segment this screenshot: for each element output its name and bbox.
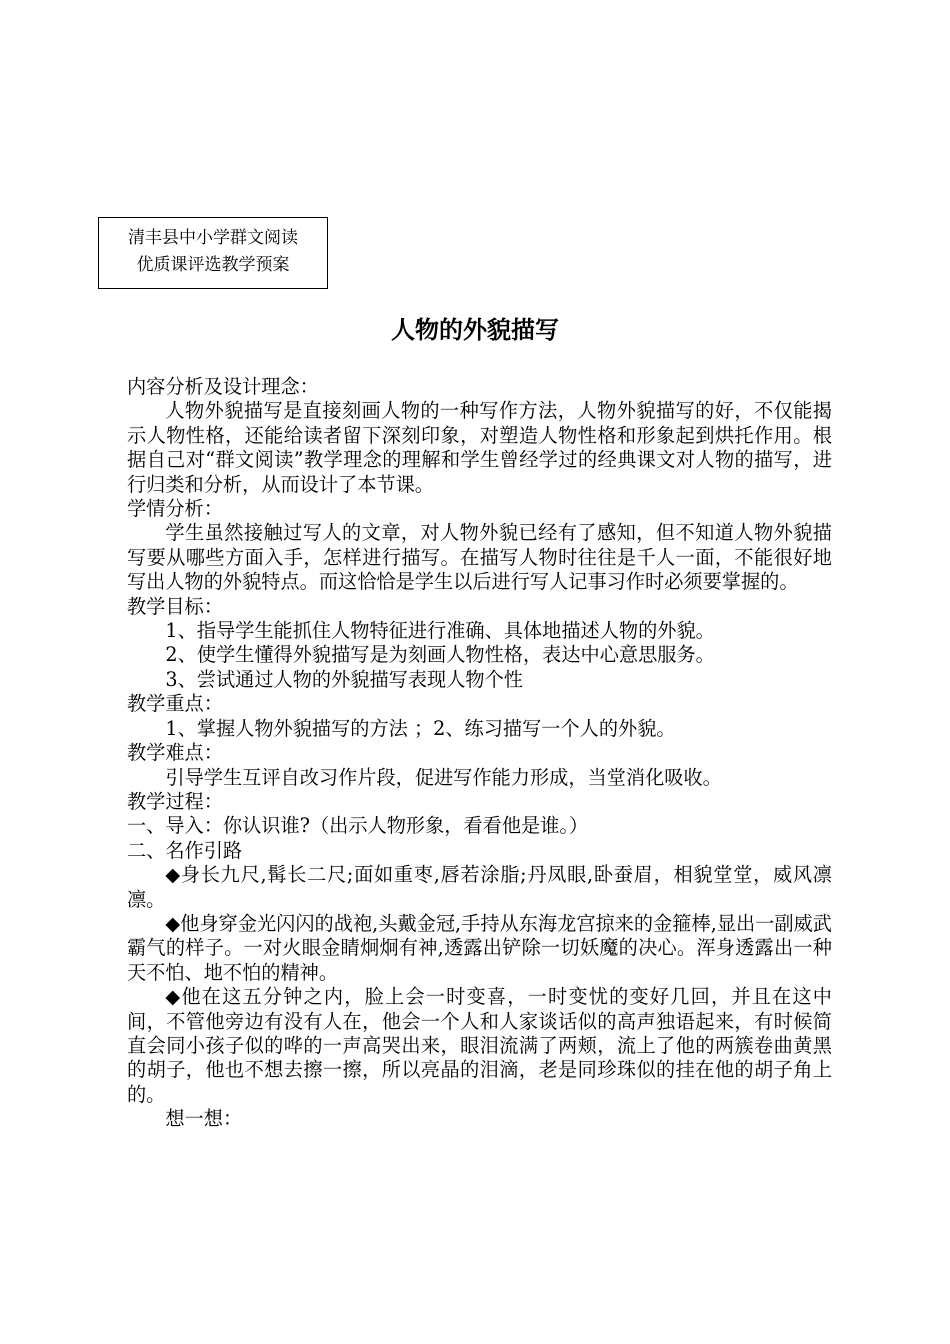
design-paragraph: 人物外貌描写是直接刻画人物的一种写作方法，人物外貌描写的好，不仅能揭示人物性格，还能给读者留下深刻印象，对塑造人物性格和形象起到烘托作用。根据自己对“群文阅读”教学理念的理解和学生曾经学过的经典课文对人物的描写，进行归类和分析，从而设计了本节课。: [127, 399, 832, 496]
document-body: [127, 375, 832, 1132]
goals-heading: 教学目标：: [127, 594, 223, 618]
excerpt-3: ◆他在这五分钟之内，脸上会一时变喜，一时变忧的变好几回，并且在这中间，不管他旁边有没有人在，他会一个人和人家谈话似的高声独语起来，有时候简直会同小孩子似的哗的一声高哭出来，眼泪流满了两颊，流上了他的两簇卷曲黄黑的胡子，他也不想去擦一擦，所以亮晶的泪滴，老是同珍珠似的挂在他的胡子角上的。: [127, 985, 832, 1106]
difficulty-text: 引导学生互评自改习作片段，促进写作能力形成，当堂消化吸收。: [165, 765, 722, 789]
excerpt-1: ◆身长九尺,髯长二尺;面如重枣,唇若涂脂;丹凤眼,卧蚕眉，相貌堂堂，威风凛凛。: [127, 863, 832, 911]
label-line-2: 优质课评选教学预案: [136, 255, 290, 275]
student-heading: 学情分析：: [127, 497, 223, 521]
difficulty-heading: 教学难点：: [127, 741, 223, 765]
process-step-1: 一、导入：你认识谁?（出示人物形象，看看他是谁。）: [127, 814, 589, 838]
key-points-heading: 教学重点：: [127, 692, 223, 716]
goal-item-3: 3、尝试通过人物的外貌描写表现人物个性: [165, 667, 523, 691]
goal-item-1: 1、指导学生能抓住人物特征进行准确、具体地描述人物的外貌。: [165, 619, 715, 643]
label-line-1: 清丰县中小学群文阅读: [128, 228, 298, 248]
design-heading: 内容分析及设计理念：: [127, 375, 319, 398]
think-prompt: 想一想：: [165, 1107, 243, 1131]
page-title: 人物的外貌描写: [391, 315, 559, 344]
excerpt-2: ◆他身穿金光闪闪的战袍,头戴金冠,手持从东海龙宫掠来的金箍棒,显出一副威武霸气的样子。一对火眼金睛炯炯有神,透露出铲除一切妖魔的决心。浑身透露出一种天不怕、地不怕的精神。: [127, 911, 832, 984]
process-step-2: 二、名作引路: [127, 838, 243, 862]
goal-item-2: 2、使学生懂得外貌描写是为刻画人物性格，表达中心意思服务。: [165, 643, 715, 667]
key-points-text: 1、掌握人物外貌描写的方法 ；2、练习描写一个人的外貌。: [165, 716, 676, 740]
student-paragraph: 学生虽然接触过写人的文章，对人物外貌已经有了感知，但不知道人物外貌描写要从哪些方面入手，怎样进行描写。在描写人物时往往是千人一面，不能很好地写出人物的外貌特点。而这恰恰是学生以后进行写人记事习作时必须要掌握的。: [127, 521, 832, 594]
document-label-box: [98, 217, 328, 289]
process-heading: 教学过程：: [127, 789, 223, 813]
